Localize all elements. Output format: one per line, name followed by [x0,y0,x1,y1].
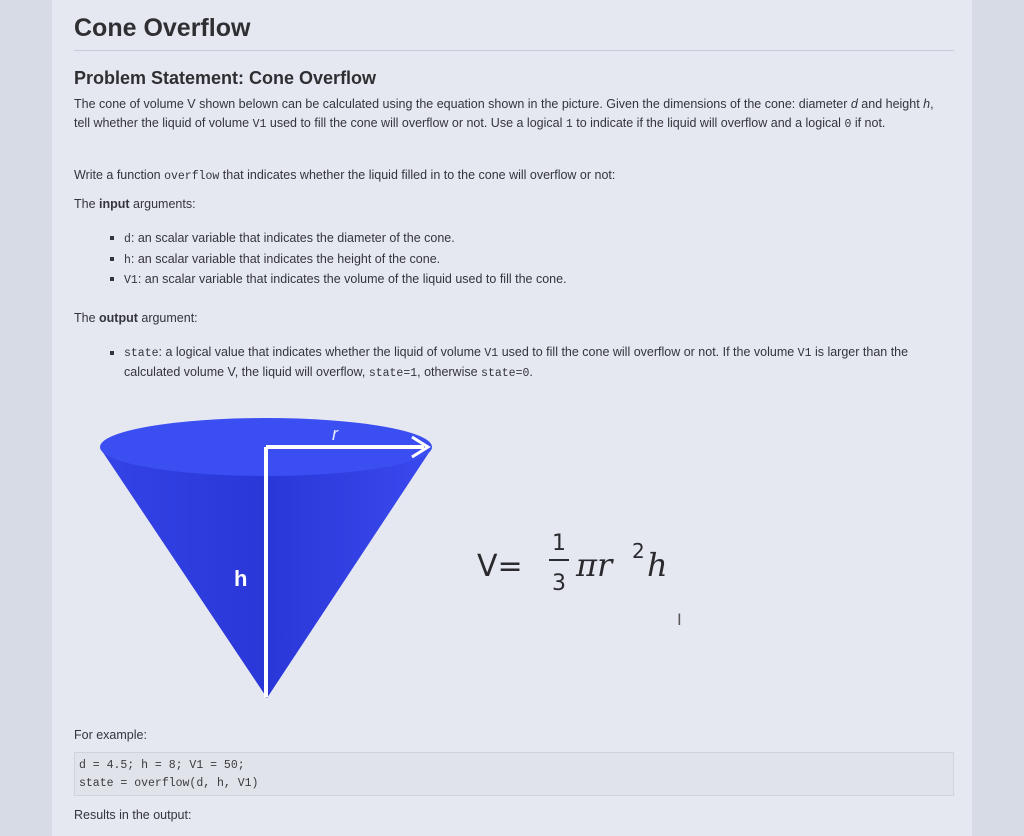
arg-desc: . [529,365,533,379]
output-suffix: argument: [137,311,198,325]
arg-desc: , otherwise [417,365,482,379]
input-suffix: arguments: [129,197,196,211]
arg-desc: used to fill the cone will overflow or not. If the volume [498,345,798,359]
desc-text: used to fill the cone will overflow or not. Use a logical [266,116,566,130]
desc-text: to indicate if the liquid will overflow and a logical [572,116,845,130]
example-code-block [74,752,954,796]
arg-name: V1 [124,274,138,287]
arg-var: V1 [797,347,812,360]
formula-pi-r: πr [576,546,613,584]
input-arguments-heading [74,195,934,214]
output-bold: output [99,311,138,325]
arg-desc: is larger than the calculated volume V, the liquid will overflow, [124,345,909,379]
arg-desc: : an scalar variable that indicates the height of the cone. [130,251,441,266]
desc-var-h: h [923,97,931,111]
example-label: For example: [74,728,147,742]
arg-var: V1 [484,347,499,360]
formula-denominator: 3 [552,571,566,596]
problem-page [52,0,972,836]
write-text: that indicates whether the liquid filled in to the cone will overflow or not: [219,168,616,182]
arg-desc: : an scalar variable that indicates the diameter of the cone. [130,231,455,245]
desc-var-v1: V1 [252,118,267,131]
problem-heading: Problem Statement: Cone Overflow [74,68,377,88]
code-line: d = 4.5; h = 8; V1 = 50; [79,759,245,772]
arg-name: state [124,347,159,360]
arg-state-true: state=1 [368,367,418,380]
desc-text: , tell whether the liquid of volume [74,97,934,130]
list-item [110,269,567,290]
results-label: Results in the output: [74,808,192,822]
desc-var-d: d [850,97,858,111]
arg-state-false: state=0 [481,367,530,380]
output-argument-heading [74,309,934,328]
desc-logical-zero: 0 [844,118,852,131]
input-bold: input [99,197,130,211]
radius-label: r [332,424,338,444]
text-cursor-icon: I [677,610,682,629]
formula-h: h [647,546,668,584]
write-text: Write a function [74,168,165,182]
arg-desc: : a logical value that indicates whether the liquid of volume [158,345,485,359]
input-arguments-list [110,228,567,290]
list-item [110,343,914,383]
output-argument-list [110,343,914,383]
arg-name: h [124,253,131,267]
function-name: overflow [164,170,220,183]
list-item [110,249,567,270]
arg-desc: : an scalar variable that indicates the volume of the liquid used to fill the cone. [137,272,567,286]
output-prefix: The [74,311,100,325]
input-prefix: The [74,197,100,211]
page-title: Cone Overflow [74,14,251,42]
formula-exponent: 2 [632,539,645,563]
cone-figure [92,410,672,710]
write-function-instruction [74,166,934,186]
height-label: h [234,566,248,591]
desc-text: if not. [851,116,886,130]
title-divider [74,50,954,51]
desc-logical-one: 1 [565,118,573,131]
code-line: state = overflow(d, h, V1) [79,777,259,790]
formula-numerator: 1 [552,531,566,556]
list-item [110,228,567,249]
desc-text: and height [857,97,924,111]
arg-name: d [124,233,131,246]
problem-description [74,95,934,134]
formula-v: V= [477,549,523,584]
desc-text: The cone of volume V shown belown can be calculated using the equation shown in the picture. Given the dimensions of the cone: diameter [74,97,851,111]
